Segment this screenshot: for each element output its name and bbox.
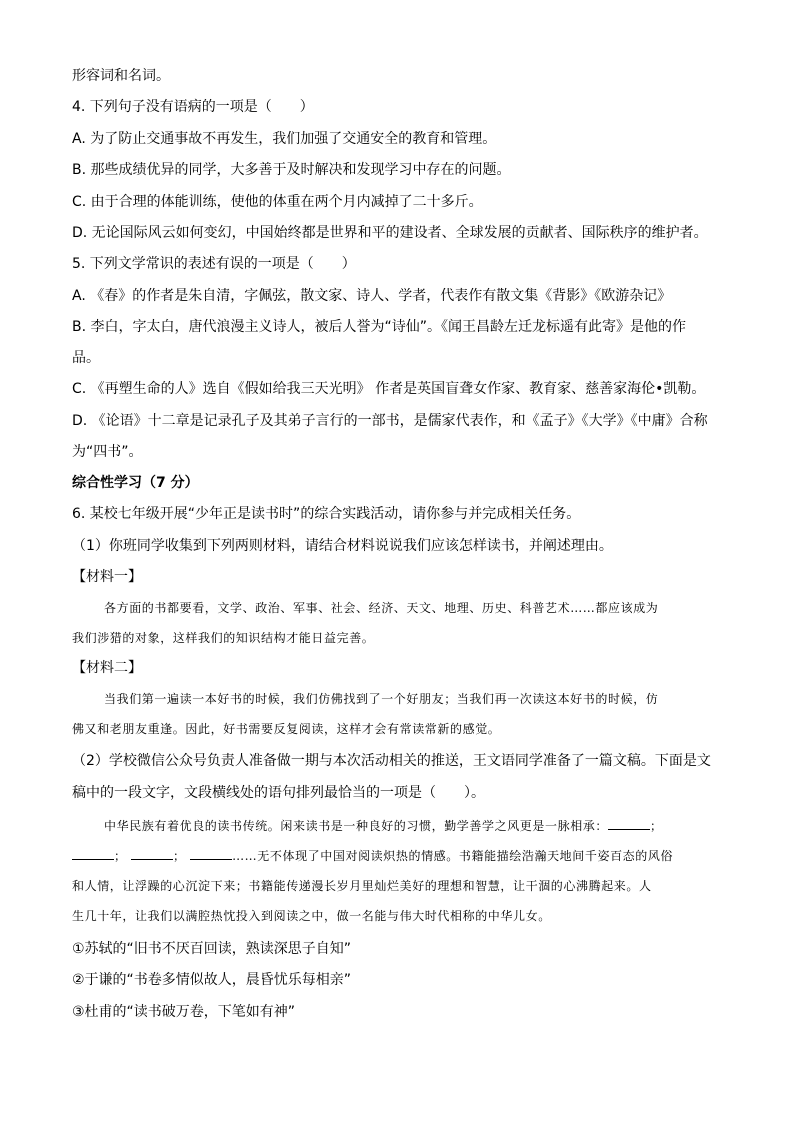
material-1-line2: 我们涉猎的对象，这样我们的知识结构才能日益完善。 — [72, 631, 375, 645]
option-5a: A. 《春》的作者是朱自清，字佩弦，散文家、诗人、学者，代表作有散文集《背影》《欧游杂记》 — [72, 288, 672, 304]
option-4a: A. 为了防止交通事故不再发生，我们加强了交通安全的教育和管理。 — [72, 131, 497, 147]
passage-separator: ； — [114, 849, 127, 863]
section-heading: 综合性学习（7 分） — [72, 475, 199, 491]
option-5b-line1: B. 李白，字太白，唐代浪漫主义诗人，被后人誉为“诗仙”。《闻王昌龄左迁龙标遥有此寄》是他的作 — [72, 319, 687, 335]
material-1-line1: 各方面的书都要看，文学、政治、军事、社会、经济、天文、地理、历史、科普艺术……都应该成为 — [104, 601, 659, 615]
option-5c: C. 《再塑生命的人》选自《假如给我三天光明》 作者是英国盲聋女作家、教育家、慈善家海伦•凯勒。 — [72, 381, 706, 397]
passage-text: ……无不体现了中国对阅读炽热的情感。书籍能描绘浩瀚天地间千姿百态的风俗 — [232, 849, 674, 863]
passage-line1 — [104, 816, 724, 836]
answer-blank — [190, 847, 232, 860]
question-5: 5. 下列文学常识的表述有误的一项是（ ） — [72, 256, 356, 272]
question-4: 4. 下列句子没有语病的一项是（ ） — [72, 99, 314, 115]
material-2-line1: 当我们第一遍读一本好书的时候，我们仿佛找到了一个好朋友；当我们再一次读这本好书的时候，仿 — [104, 692, 659, 706]
answer-blank — [131, 847, 173, 860]
question-6-part1: （1）你班同学收集到下列两则材料，请结合材料说说我们应该怎样读书，并阐述理由。 — [72, 538, 613, 554]
choice-2: ②于谦的“书卷多情似故人，晨昏忧乐每相亲” — [72, 972, 352, 988]
passage-line3: 和人情，让浮躁的心沉淀下来；书籍能传递漫长岁月里灿烂美好的理想和智慧，让干涸的心沸腾起来。人 — [72, 879, 652, 893]
question-6-part2-line2: 稿中的一段文字，文段横线处的语句排列最恰当的一项是（ ）。 — [72, 785, 485, 801]
answer-blank — [72, 847, 114, 860]
material-2-line2: 佛又和老朋友重逢。因此，好书需要反复阅读，这样才会有常读常新的感觉。 — [72, 722, 501, 736]
answer-blank — [608, 817, 650, 830]
option-4c: C. 由于合理的体能训练，使他的体重在两个月内减掉了二十多斤。 — [72, 194, 483, 210]
option-4d: D. 无论国际风云如何变幻，中国始终都是世界和平的建设者、全球发展的贡献者、国际秩序的维护者。 — [72, 225, 708, 241]
question-6: 6. 某校七年级开展“少年正是读书时”的综合实践活动，请你参与并完成相关任务。 — [72, 506, 581, 522]
passage-separator: ； — [173, 849, 186, 863]
choice-3: ③杜甫的“读书破万卷，下笔如有神” — [72, 1004, 296, 1020]
option-5d-line1: D. 《论语》十二章是记录孔子及其弟子言行的一部书，是儒家代表作，和《孟子》《大学》《中庸》合称 — [72, 413, 708, 429]
question-6-part2-line1: （2）学校微信公众号负责人准备做一期与本次活动相关的推送，王文语同学准备了一篇文稿。下面是文 — [72, 753, 711, 769]
passage-text: 中华民族有着优良的读书传统。闲来读书是一种良好的习惯，勤学善学之风更是一脉相承： — [104, 819, 609, 833]
text-line: 形容词和名词。 — [72, 68, 170, 84]
option-4b: B. 那些成绩优异的同学，大多善于及时解决和发现学习中存在的问题。 — [72, 162, 511, 178]
passage-line2 — [72, 846, 722, 866]
material-1-title: 【材料一】 — [72, 569, 142, 585]
option-5d-line2: 为“四书”。 — [72, 444, 143, 460]
passage-line4: 生几十年，让我们以满腔热忱投入到阅读之中，做一名能与伟大时代相称的中华儿女。 — [72, 909, 551, 923]
choice-1: ①苏轼的“旧书不厌百回读，熟读深思子自知” — [72, 941, 352, 957]
material-2-title: 【材料二】 — [72, 660, 142, 676]
passage-separator: ； — [650, 819, 663, 833]
option-5b-line2: 品。 — [72, 350, 100, 366]
